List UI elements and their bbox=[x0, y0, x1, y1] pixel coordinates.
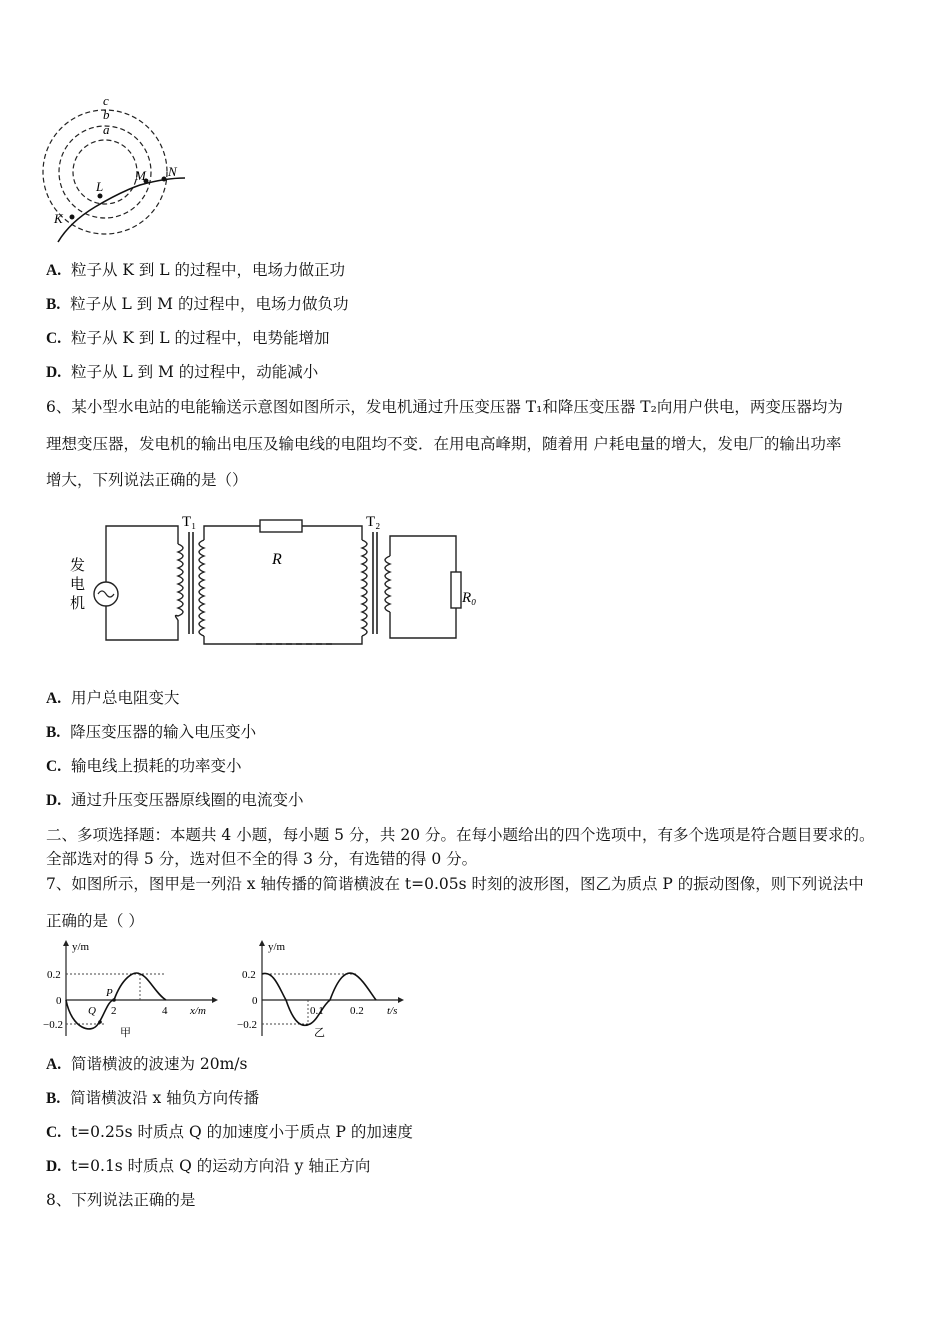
label-k: K bbox=[54, 211, 63, 226]
resistor-r0 bbox=[451, 572, 461, 608]
label-l: L bbox=[96, 179, 104, 194]
t1-label: T₁ bbox=[182, 514, 197, 530]
transmission-circuit bbox=[60, 510, 500, 658]
yi-y-top: 0.2 bbox=[242, 969, 256, 981]
q6-option-a: A. 用户总电阻变大 bbox=[46, 689, 180, 707]
label-b: b bbox=[103, 107, 110, 122]
yi-y-bottom: −0.2 bbox=[237, 1019, 257, 1031]
yi-y-zero: 0 bbox=[252, 995, 258, 1007]
jia-xlabel: x/m bbox=[190, 1005, 206, 1017]
vibration-graph-yi bbox=[234, 938, 414, 1040]
q5-option-d: D. 粒子从 L 到 M 的过程中，动能减小 bbox=[46, 363, 319, 381]
q6-option-d: D. 通过升压变压器原线圈的电流变小 bbox=[46, 791, 304, 809]
section2-line1: 二、多项选择题：本题共 4 小题，每小题 5 分，共 20 分。在每小题给出的四个选项中，有多个选项是符合题目要求的。 bbox=[46, 826, 875, 844]
jia-p: P bbox=[106, 987, 113, 999]
generator-char-1: 发 bbox=[70, 558, 86, 574]
q5-option-b: B. 粒子从 L 到 M 的过程中，电场力做负功 bbox=[46, 295, 349, 313]
section2-line2: 全部选对的得 5 分，选对但不全的得 3 分，有选错的得 0 分。 bbox=[46, 850, 478, 868]
generator-char-3: 机 bbox=[70, 596, 86, 612]
q5-option-a: A. 粒子从 K 到 L 的过程中，电场力做正功 bbox=[46, 261, 346, 279]
q6-option-b: B. 降压变压器的输入电压变小 bbox=[46, 723, 257, 741]
r0-label: R₀ bbox=[462, 590, 477, 606]
q7-option-c: C. t=0.25s 时质点 Q 的加速度小于质点 P 的加速度 bbox=[46, 1123, 413, 1141]
q7-option-a: A. 简谐横波的波速为 20m/s bbox=[46, 1055, 248, 1073]
yi-x-tick-01: 0.1 bbox=[310, 1005, 324, 1017]
yi-caption: 乙 bbox=[314, 1027, 325, 1039]
equipotential-figure bbox=[40, 92, 200, 244]
label-a: a bbox=[103, 122, 110, 137]
jia-x-tick-2: 2 bbox=[111, 1005, 117, 1017]
q7-option-d: D. t=0.1s 时质点 Q 的运动方向沿 y 轴正方向 bbox=[46, 1157, 371, 1175]
jia-y-zero: 0 bbox=[56, 995, 62, 1007]
q6-stem-line1: 6、某小型水电站的电能输送示意图如图所示，发电机通过升压变压器 T₁和降压变压器 T₂向用户供电，两变压器均为 bbox=[46, 398, 843, 416]
generator-char-2: 电 bbox=[70, 577, 86, 593]
yi-x-tick-02: 0.2 bbox=[350, 1005, 364, 1017]
q6-option-c: C. 输电线上损耗的功率变小 bbox=[46, 757, 242, 775]
jia-y-top: 0.2 bbox=[47, 969, 61, 981]
jia-ylabel: y/m bbox=[72, 941, 90, 953]
jia-x-tick-4: 4 bbox=[162, 1005, 168, 1017]
jia-q: Q bbox=[88, 1005, 96, 1017]
jia-y-bottom: −0.2 bbox=[43, 1019, 63, 1031]
q7-stem-line2: 正确的是（ ） bbox=[46, 912, 144, 930]
label-c: c bbox=[103, 93, 109, 108]
label-n: N bbox=[168, 164, 177, 179]
q6-stem-line2: 理想变压器，发电机的输出电压及输电线的电阻均不变．在用电高峰期，随着用 户耗电量的增大，发电厂的输出功率 bbox=[46, 435, 842, 453]
q5-option-c: C. 粒子从 K 到 L 的过程中，电势能增加 bbox=[46, 329, 330, 347]
resistor-r bbox=[260, 520, 302, 532]
yi-ylabel: y/m bbox=[268, 941, 286, 953]
t2-label: T₂ bbox=[366, 514, 381, 530]
q8-stem: 8、下列说法正确的是 bbox=[46, 1191, 196, 1209]
q6-stem-line3: 增大，下列说法正确的是（） bbox=[46, 471, 248, 489]
yi-xlabel: t/s bbox=[387, 1005, 398, 1017]
q7-option-b: B. 简谐横波沿 x 轴负方向传播 bbox=[46, 1089, 260, 1107]
jia-caption: 甲 bbox=[120, 1027, 131, 1039]
q7-stem-line1: 7、如图所示，图甲是一列沿 x 轴传播的简谐横波在 t=0.05s 时刻的波形图，图乙为质点 P 的振动图像，则下列说法中 bbox=[46, 875, 864, 893]
wave-graph-jia bbox=[40, 938, 220, 1040]
r-label: R bbox=[272, 551, 282, 568]
label-m: M bbox=[135, 168, 146, 183]
